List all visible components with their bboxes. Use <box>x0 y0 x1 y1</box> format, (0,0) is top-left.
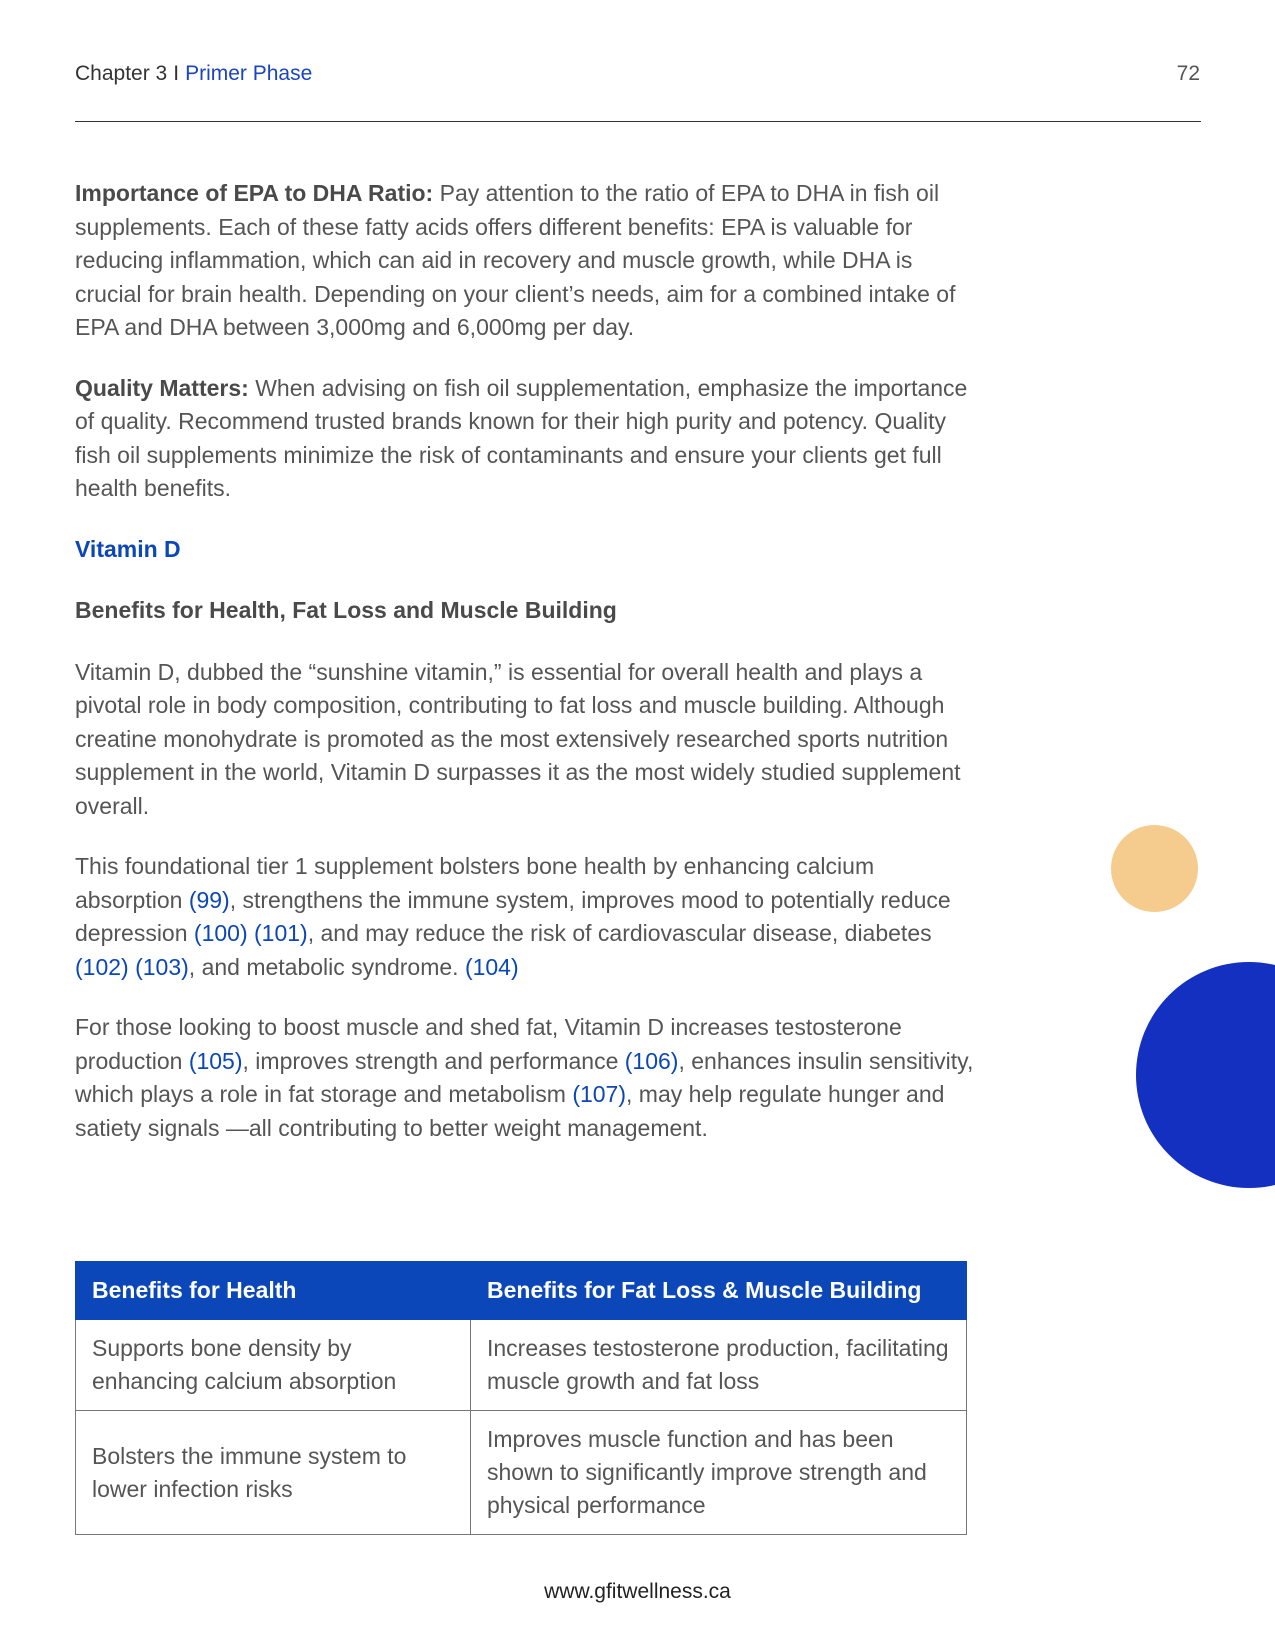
table-row <box>76 1320 967 1411</box>
column-header-health: Benefits for Health <box>76 1262 471 1320</box>
tier-text-2: , strengthens the immune system, improves mood to potentially reduce depression <box>75 886 951 946</box>
quality-label: Quality Matters: <box>75 374 249 401</box>
main-content <box>75 177 975 1172</box>
boost-text-2: , improves strength and performance <box>242 1047 625 1074</box>
header-separator: I <box>173 62 180 85</box>
table-cell: Increases testosterone production, facilitating muscle growth and fat loss <box>471 1320 967 1411</box>
reference-link-105[interactable]: (105) <box>188 1047 243 1074</box>
reference-link-104[interactable]: (104) <box>464 953 519 980</box>
page-header <box>75 62 1200 92</box>
quality-paragraph <box>75 372 975 506</box>
table-header-row <box>76 1262 967 1320</box>
table-row <box>76 1411 967 1535</box>
reference-link-102[interactable]: (102) <box>75 953 129 980</box>
table-cell: Bolsters the immune system to lower infection risks <box>76 1411 471 1535</box>
benefits-table <box>75 1261 967 1535</box>
vitamin-d-heading: Vitamin D <box>75 535 181 562</box>
chapter-label <box>75 62 312 86</box>
epa-dha-paragraph <box>75 177 975 345</box>
tier-text-6: , and metabolic syndrome. <box>188 953 465 980</box>
decorative-orange-circle <box>1111 825 1198 912</box>
tier-text-4: , and may reduce the risk of cardiovascular disease, diabetes <box>307 920 932 946</box>
epa-dha-text: Pay attention to the ratio of EPA to DHA in fish oil supplements. Each of these fatty acids offers different benefits: EPA is valuable for reducing inflammation, which can aid in recovery and muscle growth, while DHA is crucial for brain health. Depending on your client’s needs, aim for a combined intake of EPA and DHA between 3,000mg and 6,000mg per day. <box>75 180 956 340</box>
boost-paragraph <box>75 1011 975 1145</box>
vitamin-d-intro: Vitamin D, dubbed the “sunshine vitamin,” is essential for overall health and plays a pivotal role in body composition, contributing to fat loss and muscle building. Although creatine monohydrate is promoted as the most extensively researched sports nutrition supplement in the world, Vitamin D surpasses it as the most widely studied supplement overall. <box>75 658 961 819</box>
table-cell: Supports bone density by enhancing calcium absorption <box>76 1320 471 1411</box>
boost-text-3: , enhances insulin sensitivity, which plays a role in fat storage and metabolism <box>75 1047 974 1107</box>
epa-dha-label: Importance of EPA to DHA Ratio: <box>75 180 434 206</box>
tier1-paragraph <box>75 850 975 984</box>
reference-link-101[interactable]: (101) <box>254 920 308 946</box>
reference-link-99[interactable]: (99) <box>188 886 230 913</box>
chapter-number: Chapter 3 <box>75 62 168 85</box>
decorative-blue-circle <box>1136 962 1275 1188</box>
reference-link-107[interactable]: (107) <box>572 1081 627 1107</box>
boost-text-4: , may help regulate hunger and satiety signals —all contributing to better weight management. <box>75 1081 945 1141</box>
reference-link-103[interactable]: (103) <box>135 953 189 980</box>
column-header-fat-loss: Benefits for Fat Loss & Muscle Building <box>471 1262 967 1320</box>
chapter-phase: Primer Phase <box>185 62 313 85</box>
quality-text: When advising on fish oil supplementation, emphasize the importance of quality. Recommend trusted brands known for their high purity and potency. Quality fish oil supplements minimize the risk of contaminants and ensure your clients get full health benefits. <box>75 374 968 501</box>
reference-link-100[interactable]: (100) <box>193 920 248 946</box>
tier-text-1: This foundational tier 1 supplement bolsters bone health by enhancing calcium absorption <box>75 853 875 913</box>
header-divider <box>75 121 1201 122</box>
footer-website: www.gfitwellness.ca <box>544 1580 731 1603</box>
boost-text-1: For those looking to boost muscle and shed fat, Vitamin D increases testosterone production <box>75 1014 902 1074</box>
reference-link-106[interactable]: (106) <box>624 1047 679 1074</box>
table-cell: Improves muscle function and has been shown to significantly improve strength and physical performance <box>471 1411 967 1535</box>
benefits-subheading: Benefits for Health, Fat Loss and Muscle Building <box>75 597 617 623</box>
page-number: 72 <box>1176 62 1200 85</box>
